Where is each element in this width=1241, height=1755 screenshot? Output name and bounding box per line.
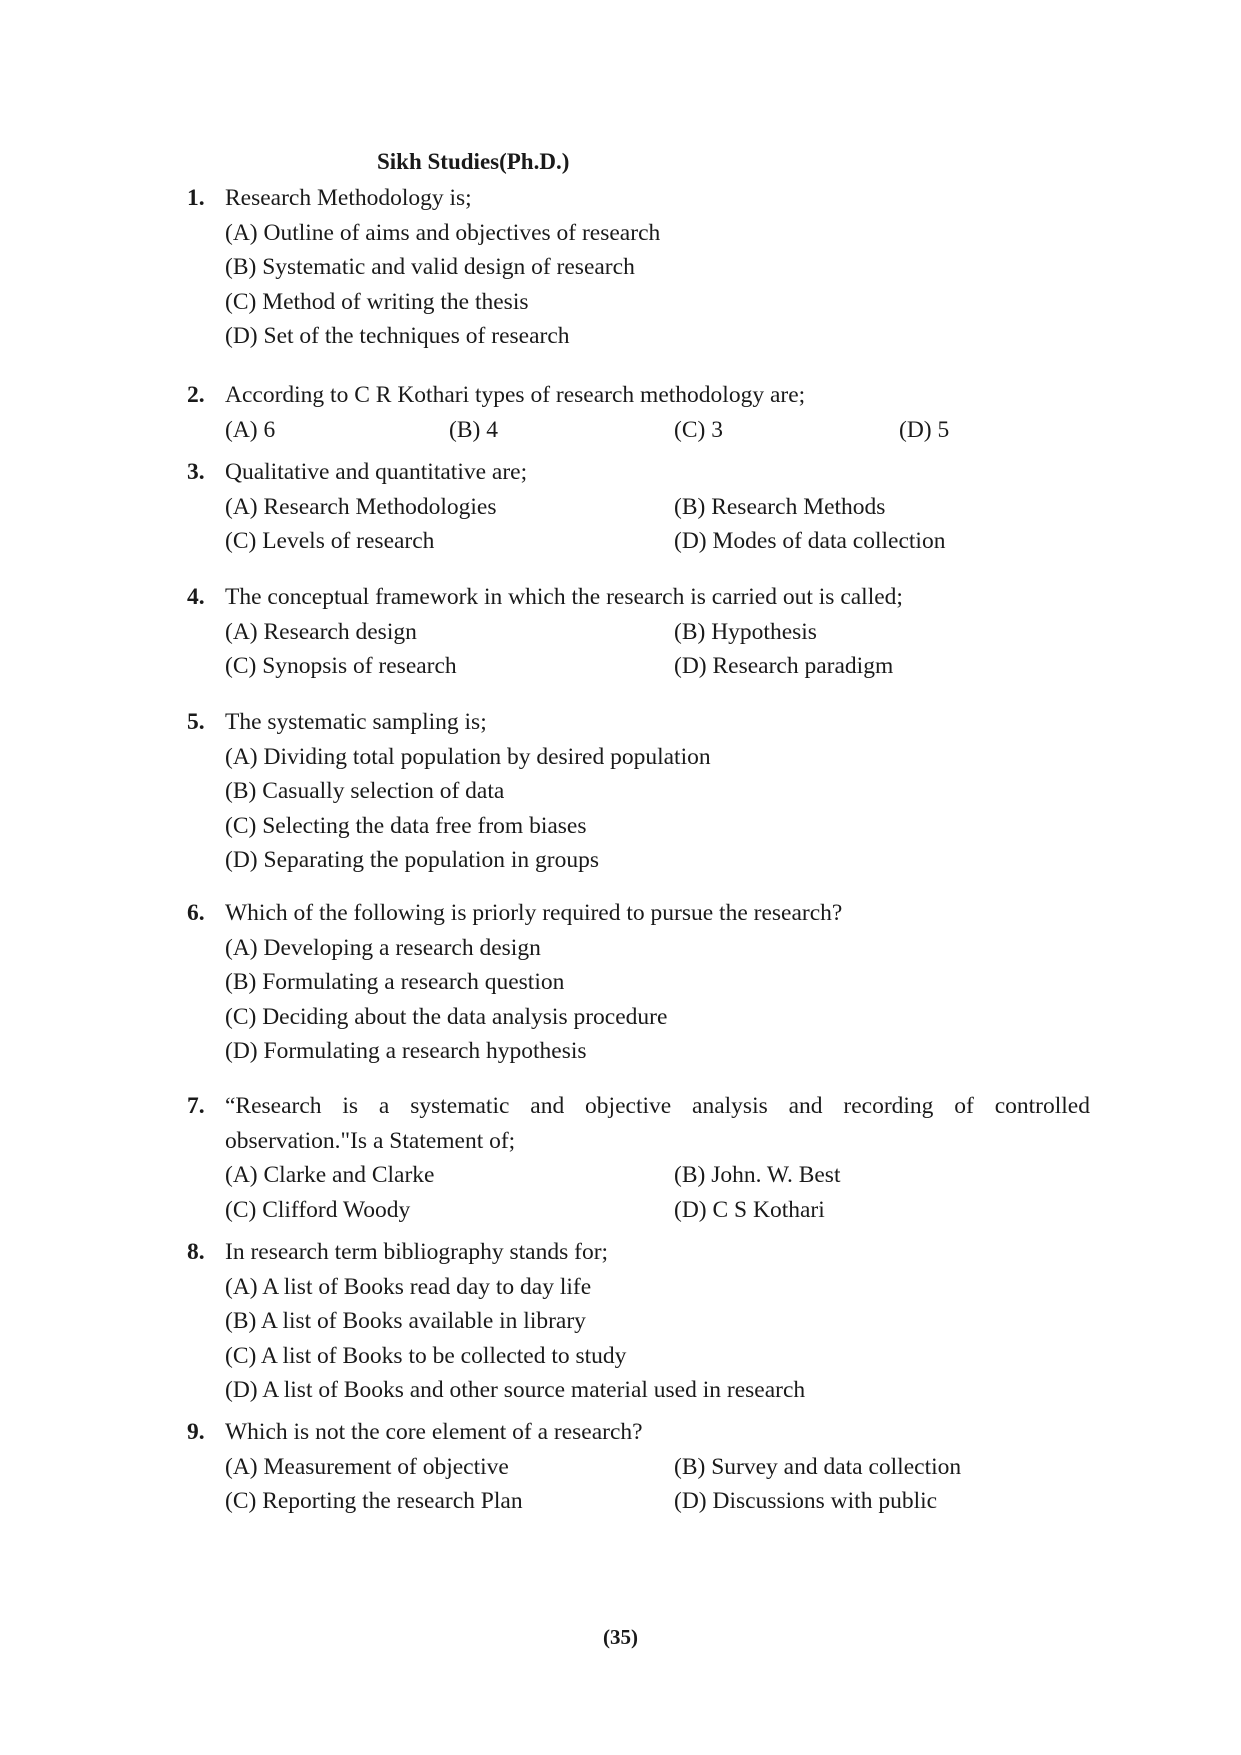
option-d: (D) A list of Books and other source material used in research xyxy=(225,1377,806,1403)
option-d: (D) C S Kothari xyxy=(674,1196,825,1223)
question-number: 9. xyxy=(187,1419,205,1445)
question-8 xyxy=(187,1235,1092,1408)
question-number: 5. xyxy=(187,709,205,735)
question-stem: Which of the following is priorly required to pursue the research? xyxy=(225,900,843,926)
option-c: (C) Reporting the research Plan xyxy=(225,1488,523,1514)
question-9 xyxy=(187,1415,1092,1519)
option-d: (D) Discussions with public xyxy=(674,1488,938,1514)
question-number: 1. xyxy=(187,185,205,211)
question-number: 4. xyxy=(187,584,205,610)
question-number: 7. xyxy=(187,1093,205,1119)
question-number: 2. xyxy=(187,382,205,408)
option-d: (D) Set of the techniques of research xyxy=(225,323,570,349)
question-stem: Research Methodology is; xyxy=(225,185,472,211)
option-a: (A) Measurement of objective xyxy=(225,1453,509,1480)
question-5 xyxy=(187,705,1092,878)
option-a: (A) Developing a research design xyxy=(225,934,541,961)
question-1 xyxy=(187,181,1092,354)
option-a: (A) Dividing total population by desired population xyxy=(225,743,711,770)
option-b: (B) John. W. Best xyxy=(674,1162,841,1188)
option-c: (C) Deciding about the data analysis procedure xyxy=(225,1003,668,1030)
option-c: (C) Selecting the data free from biases xyxy=(225,812,587,839)
question-4 xyxy=(187,580,1092,684)
option-d: (D) 5 xyxy=(899,416,950,443)
option-d: (D) Research paradigm xyxy=(674,653,894,679)
question-stem: In research term bibliography stands for; xyxy=(225,1239,609,1265)
question-number: 8. xyxy=(187,1239,205,1265)
option-b: (B) Formulating a research question xyxy=(225,969,565,995)
question-3 xyxy=(187,455,1092,559)
option-c: (C) Synopsis of research xyxy=(225,653,457,679)
option-a: (A) Research design xyxy=(225,618,417,645)
question-stem: The systematic sampling is; xyxy=(225,709,487,735)
question-number: 6. xyxy=(187,900,205,926)
option-c: (C) Clifford Woody xyxy=(225,1196,411,1223)
question-stem: According to C R Kothari types of research methodology are; xyxy=(225,382,806,408)
question-7 xyxy=(187,1089,1092,1227)
question-stem: Qualitative and quantitative are; xyxy=(225,459,528,485)
page-number: (35) xyxy=(603,1625,638,1649)
option-b: (B) Casually selection of data xyxy=(225,778,505,804)
option-c: (C) Method of writing the thesis xyxy=(225,288,529,315)
question-number: 3. xyxy=(187,459,205,485)
option-a: (A) A list of Books read day to day life xyxy=(225,1273,592,1300)
option-b: (B) Survey and data collection xyxy=(674,1453,962,1480)
option-c: (C) A list of Books to be collected to study xyxy=(225,1342,627,1369)
option-b: (B) Systematic and valid design of research xyxy=(225,254,635,280)
question-2 xyxy=(187,378,1092,447)
option-b: (B) A list of Books available in library xyxy=(225,1308,586,1334)
question-stem: “Research is a systematic and objective analysis and recording of controlled xyxy=(225,1093,1090,1119)
question-stem: The conceptual framework in which the research is carried out is called; xyxy=(225,584,903,610)
option-a: (A) 6 xyxy=(225,416,276,443)
option-b: (B) 4 xyxy=(449,416,498,443)
option-c: (C) Levels of research xyxy=(225,528,435,554)
question-stem-continued: observation."Is a Statement of; xyxy=(225,1127,516,1154)
option-b: (B) Hypothesis xyxy=(674,618,817,645)
option-c: (C) 3 xyxy=(674,416,723,443)
option-a: (A) Research Methodologies xyxy=(225,493,497,520)
option-d: (D) Modes of data collection xyxy=(674,528,946,554)
page-title: Sikh Studies(Ph.D.) xyxy=(377,149,570,174)
question-6 xyxy=(187,896,1092,1069)
option-d: (D) Formulating a research hypothesis xyxy=(225,1038,587,1064)
option-b: (B) Research Methods xyxy=(674,493,886,520)
question-stem: Which is not the core element of a research? xyxy=(225,1419,643,1445)
option-d: (D) Separating the population in groups xyxy=(225,847,599,873)
option-a: (A) Clarke and Clarke xyxy=(225,1162,435,1188)
option-a: (A) Outline of aims and objectives of research xyxy=(225,219,661,246)
